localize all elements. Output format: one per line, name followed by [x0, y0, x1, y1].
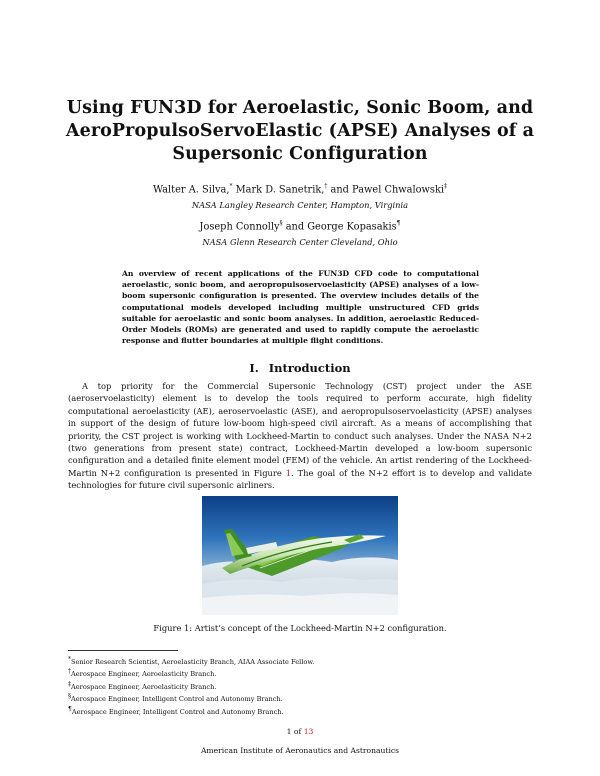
intro-text-2: . The goal of the N+2 effort is to develop and validate technologies for future civil supersonic airliners. [68, 467, 532, 491]
page-current: 1 [286, 727, 292, 736]
footnote-text: Senior Research Scientist, Aeroelasticity Branch, AIAA Associate Fellow. [71, 658, 315, 667]
author-connolly: Joseph Connolly [199, 221, 280, 233]
figure-caption: Figure 1: Artist’s concept of the Lockheed-Martin N+2 configuration. [153, 623, 447, 633]
page-number [0, 727, 600, 736]
footnote-mark: ¶ [68, 705, 72, 713]
section-title: Introduction [268, 361, 351, 375]
author-line-1 [0, 183, 600, 195]
footnote [68, 667, 532, 679]
affiliation-langley: NASA Langley Research Center, Hampton, Virginia [191, 200, 409, 210]
affiliation-glenn: NASA Glenn Research Center Cleveland, Ohio [202, 237, 398, 247]
footnote-mark: § [279, 220, 283, 227]
footnote [68, 692, 532, 704]
footnote-text: Aerospace Engineer, Intelligent Control and Autonomy Branch. [71, 708, 284, 717]
paper-title [60, 97, 540, 166]
page-total-link[interactable]: 13 [303, 727, 314, 736]
section-heading [0, 361, 600, 375]
author-line-2 [0, 220, 600, 232]
author-chwalowski: and Pawel Chwalowski [327, 184, 445, 196]
footnote-text: Aerospace Engineer, Intelligent Control and Autonomy Branch. [71, 695, 283, 704]
footnote [68, 705, 532, 717]
title-line-3: Supersonic Configuration [172, 144, 428, 164]
author-kopasakis: and George Kopasakis [282, 221, 397, 233]
footnote-mark: ‡ [444, 183, 448, 190]
footnote-mark: * [68, 656, 71, 663]
page-of: of [291, 727, 304, 736]
title-line-2: AeroPropulsoServoElastic (APSE) Analyses of a [65, 121, 535, 141]
footnote [68, 680, 532, 692]
abstract: An overview of recent applications of the FUN3D CFD code to computational aeroelastic, sonic boom, and aeropropulsoservoelasticity (APSE) analyses of a low-boom supersonic configuration is presented. The overview includes details of the computational models developed including multiple unstructured CFD grids suitable for aeroelastic and sonic boom analyses. In addition, aeroelastic Reduced-Order Models (ROMs) are generated and used to rapidly compute the aeroelastic response and flutter boundaries at multiple flight conditions. [122, 269, 479, 346]
footnote-rule [68, 650, 178, 651]
title-line-1: Using FUN3D for Aeroelastic, Sonic Boom, and [66, 98, 534, 118]
footnote-mark: ¶ [396, 220, 401, 227]
intro-text-1: A top priority for the Commercial Supersonic Technology (CST) project under the ASE (aeroservoelasticity) element is to develop the tools required to perform accurate, high fidelity computational aeroelasticity (AE), aeroservoelastic (ASE), and aeropropulsoservoelasticity (APSE) analyses in support of the design of future low-boom high-speed civil aircraft. As a means of accomplishing that priority, the CST project is working with Lockheed-Martin to conduct such analyses. Under the NASA N+2 (two generations from present state) contract, Lockheed-Martin developed a low-boom supersonic configuration and a detailed finite element model (FEM) of the vehicle. An artist rendering of the Lockheed-Martin N+2 configuration is presented in Figure [68, 381, 532, 478]
aircraft-figure [202, 496, 398, 615]
author-sanetrik: Mark D. Sanetrik, [232, 184, 325, 196]
footnote-mark: * [229, 183, 233, 190]
footnote-mark: † [324, 183, 328, 190]
footnote-text: Aerospace Engineer, Aeroelasticity Branch. [71, 670, 217, 679]
page-footer: American Institute of Aeronautics and Astronautics [200, 746, 400, 755]
intro-paragraph [68, 380, 532, 492]
footnote-text: Aerospace Engineer, Aeroelasticity Branch. [71, 683, 217, 692]
footnote-mark: § [68, 693, 71, 701]
footnotes [68, 655, 532, 717]
footnote-mark: † [68, 668, 71, 676]
footnote-mark: ‡ [68, 680, 71, 688]
author-silva: Walter A. Silva, [152, 184, 230, 196]
section-number: I. [249, 361, 259, 375]
footnote [68, 655, 532, 667]
aircraft-image [202, 496, 398, 615]
figure-ref-link[interactable]: 1 [285, 467, 292, 478]
